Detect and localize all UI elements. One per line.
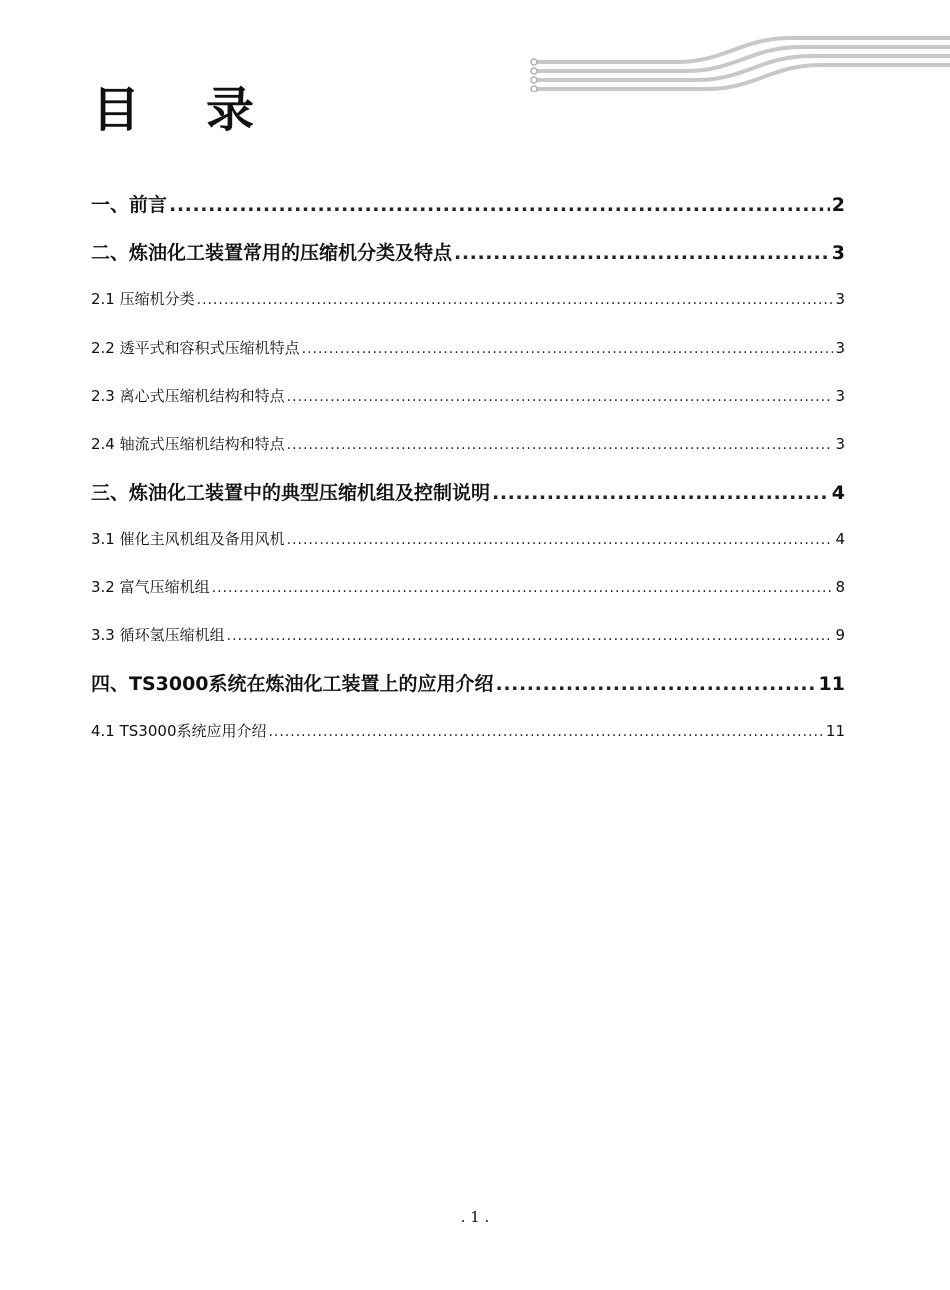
dot-leader	[227, 628, 834, 644]
toc-entry-page: 11	[825, 722, 845, 740]
header-decoration-lines	[528, 30, 950, 92]
page-number-footer: . 1 .	[460, 1208, 490, 1226]
toc-entry-label: 2.4 轴流式压缩机结构和特点	[91, 435, 285, 453]
dot-leader	[302, 341, 834, 357]
toc-entry-page: 9	[835, 626, 845, 644]
toc-entry-3-3[interactable]	[91, 624, 845, 645]
toc-entry-2-2[interactable]	[91, 337, 845, 358]
title-char-2: 录	[206, 82, 255, 138]
toc-entry-page: 11	[818, 673, 845, 695]
toc-entry-label: 2.1 压缩机分类	[91, 290, 195, 308]
toc-entry-page: 4	[835, 530, 845, 548]
dot-leader	[454, 242, 830, 264]
dot-leader	[197, 292, 834, 308]
title-char-1: 目	[92, 82, 141, 138]
toc-entry-page: 4	[831, 482, 845, 504]
toc-entry-page: 3	[835, 435, 845, 453]
dot-leader	[496, 673, 817, 695]
toc-entry-2-4[interactable]	[91, 433, 845, 454]
toc-entry-page: 8	[835, 578, 845, 596]
toc-entry-4-1[interactable]	[91, 720, 845, 741]
toc-entry-label: 四、TS3000系统在炼油化工装置上的应用介绍	[91, 673, 494, 695]
toc-entry-page: 3	[835, 290, 845, 308]
toc-entry-label: 4.1 TS3000系统应用介绍	[91, 722, 267, 740]
toc-entry-page: 3	[831, 242, 845, 264]
dot-leader	[287, 389, 834, 405]
toc-entry-page: 3	[835, 387, 845, 405]
page-title	[92, 84, 254, 136]
toc-entry-label: 2.3 离心式压缩机结构和特点	[91, 387, 285, 405]
toc-entry-label: 一、前言	[91, 194, 168, 216]
dot-leader	[268, 724, 823, 740]
dot-leader	[287, 532, 834, 548]
toc-entry-label: 3.3 循环氢压缩机组	[91, 626, 225, 644]
toc-entry-chapter-3[interactable]	[91, 478, 845, 505]
toc-entry-3-2[interactable]	[91, 576, 845, 597]
dot-leader	[212, 580, 834, 596]
toc-entry-2-1[interactable]	[91, 288, 845, 309]
toc-entry-label: 2.2 透平式和容积式压缩机特点	[91, 339, 300, 357]
dot-leader	[492, 482, 830, 504]
dot-leader	[287, 437, 834, 453]
toc-entry-label: 3.1 催化主风机组及备用风机	[91, 530, 285, 548]
toc-entry-page: 2	[831, 194, 845, 216]
toc-entry-page: 3	[835, 339, 845, 357]
toc-entry-chapter-2[interactable]	[91, 238, 845, 265]
toc-entry-label: 二、炼油化工装置常用的压缩机分类及特点	[91, 242, 453, 264]
toc-entry-label: 三、炼油化工装置中的典型压缩机组及控制说明	[91, 482, 491, 504]
dot-leader	[169, 194, 830, 216]
toc-entry-3-1[interactable]	[91, 528, 845, 549]
toc-entry-2-3[interactable]	[91, 385, 845, 406]
toc-entry-chapter-4[interactable]	[91, 669, 845, 696]
toc-entry-preface[interactable]	[91, 190, 845, 217]
toc-entry-label: 3.2 富气压缩机组	[91, 578, 210, 596]
